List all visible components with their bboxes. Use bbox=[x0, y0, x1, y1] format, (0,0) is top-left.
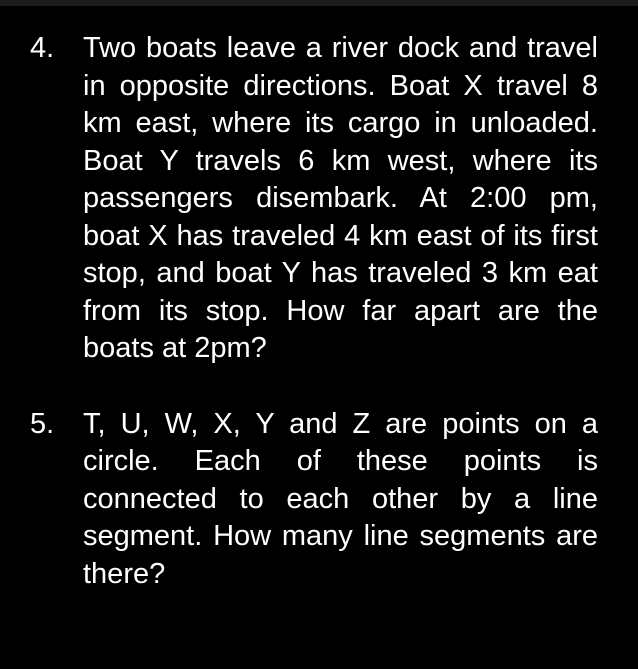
problem-4 bbox=[0, 30, 638, 368]
top-edge-strip bbox=[0, 0, 638, 6]
problem-list bbox=[0, 30, 638, 593]
problem-number: 5. bbox=[30, 407, 55, 440]
problem-5 bbox=[0, 406, 638, 594]
problem-text: T, U, W, X, Y and Z are points on a circle. Each of these points is connected to each other by a line segment. How many line segments are there? bbox=[83, 407, 598, 590]
problem-text: Two boats leave a river dock and travel in opposite directions. Boat X travel 8 km east, where its cargo in unloaded. Boat Y travels 6 km west, where its passengers disembark. At 2:00 pm, boat X has traveled 4 km east of its first stop, and boat Y has traveled 3 km eat from its stop. How far apart are the boats at 2pm? bbox=[83, 32, 598, 364]
problem-number: 4. bbox=[30, 32, 55, 64]
